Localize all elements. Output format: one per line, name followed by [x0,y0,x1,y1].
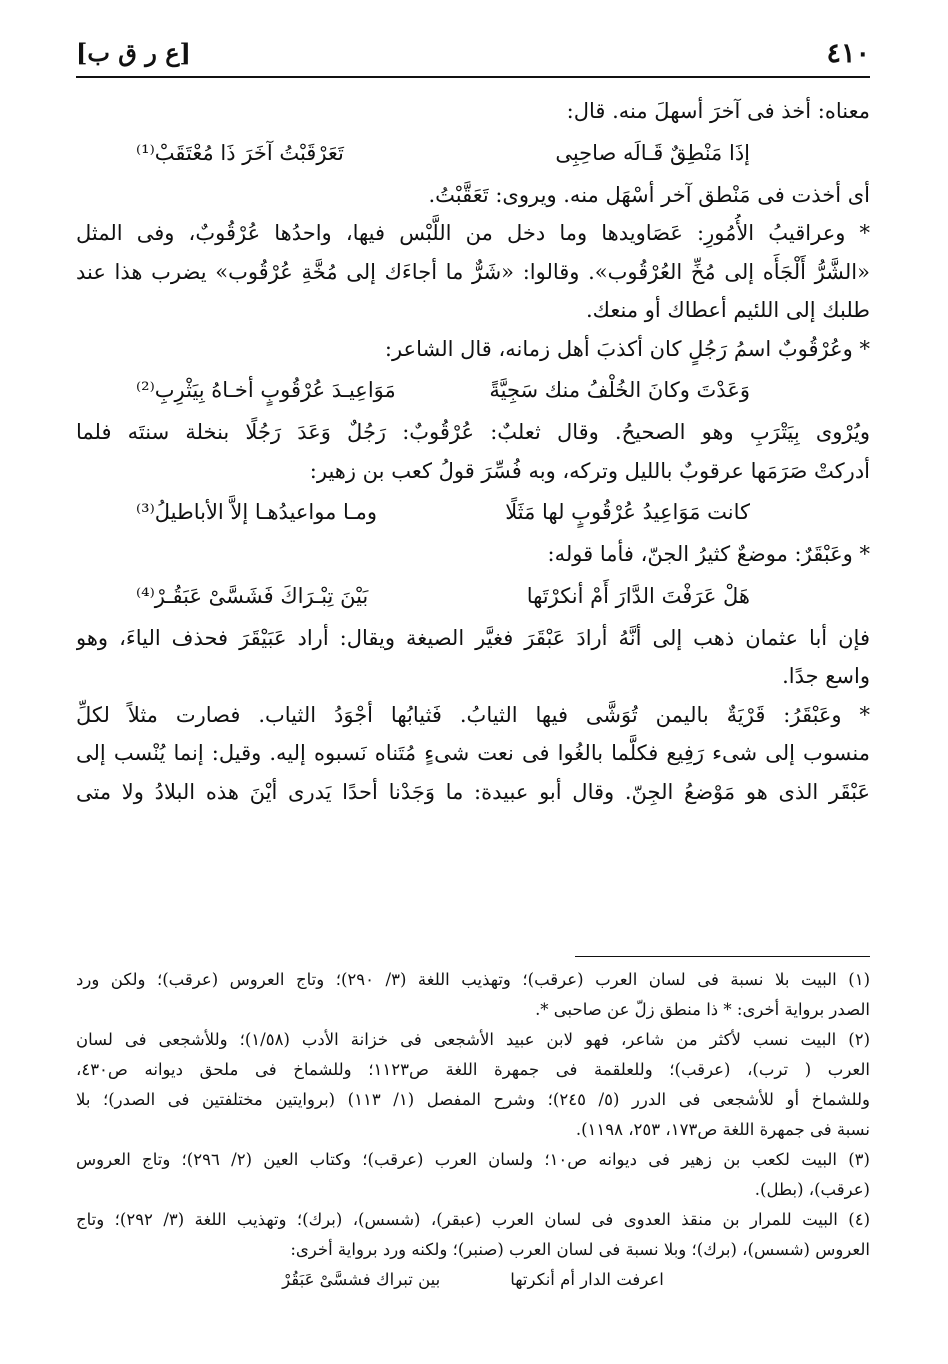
verse-first-hemistich: إذَا مَنْطِقٌ قَـالَه صاحِبِى [555,140,750,165]
running-head: [ع ر ق ب] [76,38,191,67]
page-number: ٤١٠ [826,38,870,69]
footnote-line: (١) البيت بلا نسبة فى لسان العرب (عرقب)؛ وتهذيب اللغة (٣/ ٢٩٠)؛ وتاج العروس (عرقب)؛ ولكن ورد [76,970,870,989]
footnote-separator [575,956,870,957]
paragraph-line: عَبْقَر الذى هو مَوْضعُ الجِنّ. وقال أبو عبيدة: ما وَجَدْنا أحدًا يَدرى أيْنَ هذه البلادُ ولا متى [76,779,870,804]
paragraph-line: معناه: أخذ فى آخرَ أسهلَ منه. قال: [566,99,870,123]
paragraph-line: * وعَبْقَرُ: قَرْيَةٌ باليمن تُوَشَّى فيها الثيابُ. فَثيابُها أجْوَدُ الثياب. فصارت مثلاً لكلِّ [76,702,870,727]
verse-first-hemistich: هَلْ عَرَفْتَ الدَّارَ أَمْ أنكرْتَها [526,583,750,608]
footnote-line: الصدر برواية أخرى: * ذا منطق زلّ عن صاحبى *. [535,1000,870,1019]
verse-4 [76,574,870,619]
verse-3 [76,490,870,535]
verse-second-hemistich: ومـا مواعيدُهـا إلاَّ الأباطيلُ⁽³⁾ [136,500,377,524]
footnote-line: العرب ( ترب)، (عرقب)؛ وللعلقمة فى جمهرة اللغة ص١١٢٣؛ وللشماخ فى ملحق ديوانه ص٤٣٠، [76,1060,870,1079]
main-text [76,92,870,811]
footnote-line: (٣) البيت لكعب بن زهير فى ديوانه ص١٠؛ ولسان العرب (عرقب)؛ وكتاب العين (٢/ ٢٩٦)؛ وتاج العروس [76,1150,870,1169]
verse-1 [76,131,870,176]
footnote-verse [76,1265,870,1295]
verse-first-hemistich: اعرفت الدار أم أنكرتها [510,1270,664,1289]
verse-second-hemistich: بين تبراك فشسَّىْ عَبَقُرْ [282,1270,441,1289]
footnote-line: (عرقب)، (بطل). [754,1180,870,1199]
paragraph-line: * وعَبْقَرٌ: موضعٌ كثيرُ الجنّ، فأما قوله: [547,542,870,566]
paragraph-line: * وعُرْقُوبٌ اسمُ رَجُلٍ كان أكذبَ أهل زمانه، قال الشاعر: [384,336,870,361]
paragraph-line: واسع جدًا. [782,664,870,688]
verse-second-hemistich: مَوَاعِيـدَ عُرْقُوبٍ أخـاهُ بِيَثْرِبِ⁽²⁾ [136,378,396,402]
page-header [76,36,870,78]
footnote-line: نسبة فى جمهرة اللغة ص١٧٣، ٢٥٣، ١١٩٨). [575,1120,870,1139]
paragraph-line: أى أخذت فى مَنْطق آخر أسْهَل منه. ويروى: تَعَقَّبْتُ. [428,182,870,207]
footnote-line: (٢) البيت نسب لأكثر من شاعر، فهو لابن عبيد الأشجعى فى خزانة الأدب (١/٥٨)؛ وللأشجعى فى لسان [76,1030,870,1049]
footnotes [76,965,870,1295]
paragraph-line: طلبك إلى اللئيم أعطاك أو منعك. [585,298,870,322]
footnote-line: (٤) البيت للمرار بن منقذ العدوى فى لسان العرب (عبقر)، (شسس)، (برك)؛ وتهذيب اللغة (٣/ ٢٩٢)؛ وتاج [76,1210,870,1229]
verse-2 [76,368,870,413]
footnote-line: العروس (شسس)، (برك)؛ وبلا نسبة فى لسان العرب (صنبر)؛ ولكنه ورد برواية أخرى: [290,1240,870,1259]
paragraph-line: منسوب إلى شىء رَفِيع فكلَّما بالغُوا فى نعت شىءٍ مُتَناه نَسبوه إليه. وقيل: إنما يُنْسب إلى [76,741,870,765]
paragraph-line: * وعراقيبُ الأُمُورِ: عَصَاويدها وما دخل من اللَّبْس فيها، واحدُها عُرْقُوبٌ، وفى المثل [76,221,870,245]
verse-first-hemistich: كانت مَوَاعِيدُ عُرْقُوبٍ لها مَثَلًا [505,500,750,524]
paragraph-line: أدركتْ صَرَمَها عرقوبٌ بالليل وتركه، وبه فُسِّرَ قولُ كعب بن زهير: [309,458,870,483]
paragraph-line: «الشَّرُّ أَلْجَأَه إلى مُخِّ العُرْقُوب». وقالوا: «شَرٌّ ما أجاءَك إلى مُخَّةِ عُرْقُوب» يضرب هذا عند [76,259,870,284]
footnote-line: وللشماخ أو للأشجعى فى الدرر (٥/ ٢٤٥)؛ وشرح المفصل (١/ ١١٣) (بروايتين مختلفتين فى الصدر)؛ بلا [76,1090,870,1109]
paragraph-line: ويُرْوى بِيَتْرَبِ وهو الصحيحُ. وقال ثعلبٌ: عُرْقُوبٌ: رَجُلٌ وَعَدَ رَجُلًا بنخلة سنتَه فلما [76,420,870,444]
paragraph-line: فإن أبا عثمان ذهب إلى أنَّهُ أرادَ عَبْقَرَ فغيَّر الصيغة ويقال: أراد عَبَيْقَرَ فحذف الياءَ، وهو [76,625,870,650]
verse-second-hemistich: بَيْنَ تِبْـرَاكَ فَشَسَّىْ عَبَقُـرْ⁽⁴⁾ [136,583,369,608]
verse-second-hemistich: تَعَرْقَبْتُ آخَرَ ذَا مُعْتَقَبْ⁽¹⁾ [136,140,344,165]
verse-first-hemistich: وَعَدْتَ وكانَ الخُلْفُ منك سَجِيَّةً [489,378,750,402]
